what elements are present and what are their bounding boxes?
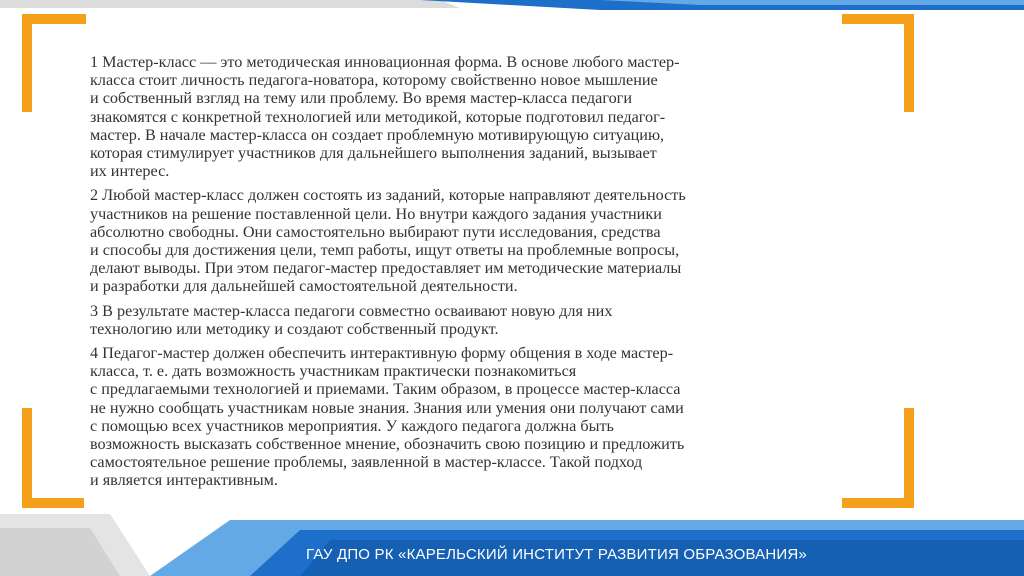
text-line: и разработки для дальнейшей самостоятельной деятельности. xyxy=(90,277,518,296)
text-line: 3 В результате мастер-класса педагоги совместно осваивают новую для них xyxy=(90,301,613,320)
text-line: делают выводы. При этом педагог-мастер предоставляет им методические материалы xyxy=(90,259,682,278)
paragraph-4 xyxy=(90,344,850,490)
text-line: класса стоит личность педагога-новатора, которому свойственно новое мышление xyxy=(90,71,658,90)
text-line: 4 Педагог-мастер должен обеспечить интерактивную форму общения в ходе мастер- xyxy=(90,344,674,363)
text-line: с помощью всех участников мероприятия. У каждого педагога должна быть xyxy=(90,416,614,435)
text-line: их интерес. xyxy=(90,162,170,181)
text-line: знакомятся с конкретной технологией или методикой, которые подготовил педагог- xyxy=(90,107,666,126)
footer-band xyxy=(0,500,1024,576)
text-line: и способы для достижения цели, темп работы, ищут ответы на проблемные вопросы, xyxy=(90,241,680,260)
footer-wave-shape xyxy=(0,500,1024,576)
text-line: самостоятельное решение проблемы, заявленной в мастер-классе. Такой подход xyxy=(90,453,643,472)
content-text-block xyxy=(90,53,850,496)
text-line: с предлагаемыми технологией и приемами. Таким образом, в процессе мастер-класса xyxy=(90,380,681,399)
paragraph-2 xyxy=(90,186,850,295)
text-line: 2 Любой мастер-класс должен состоять из заданий, которые направляют деятельность xyxy=(90,186,686,205)
organization-name: ГАУ ДПО РК «КАРЕЛЬСКИЙ ИНСТИТУТ РАЗВИТИЯ ОБРАЗОВАНИЯ» xyxy=(306,546,807,563)
text-line: 1 Мастер-класс — это методическая инновационная форма. В основе любого мастер- xyxy=(90,53,680,71)
text-line: технологию или методику и создают собственный продукт. xyxy=(90,319,499,338)
text-line: абсолютно свободны. Они самостоятельно выбирают пути исследования, средства xyxy=(90,222,661,241)
text-line: участников на решение поставленной цели. Но внутри каждого задания участники xyxy=(90,204,662,223)
text-line: и является интерактивным. xyxy=(90,471,278,490)
text-line: мастер. В начале мастер-класса он создает проблемную мотивирующую ситуацию, xyxy=(90,125,665,144)
paragraph-3 xyxy=(90,302,850,338)
top-blue-stripe xyxy=(0,0,1024,10)
text-line: и собственный взгляд на тему или проблему. Во время мастер-класса педагоги xyxy=(90,89,632,108)
paragraph-1 xyxy=(90,53,850,180)
text-line: класса, т. е. дать возможность участникам практически познакомиться xyxy=(90,362,577,381)
text-line: не нужно сообщать участникам новые знания. Знания или умения они получают сами xyxy=(90,398,684,417)
text-line: возможность высказать собственное мнение, обозначить свою позицию и предложить xyxy=(90,435,685,454)
text-line: которая стимулирует участников для дальнейшего выполнения заданий, вызывает xyxy=(90,144,657,163)
